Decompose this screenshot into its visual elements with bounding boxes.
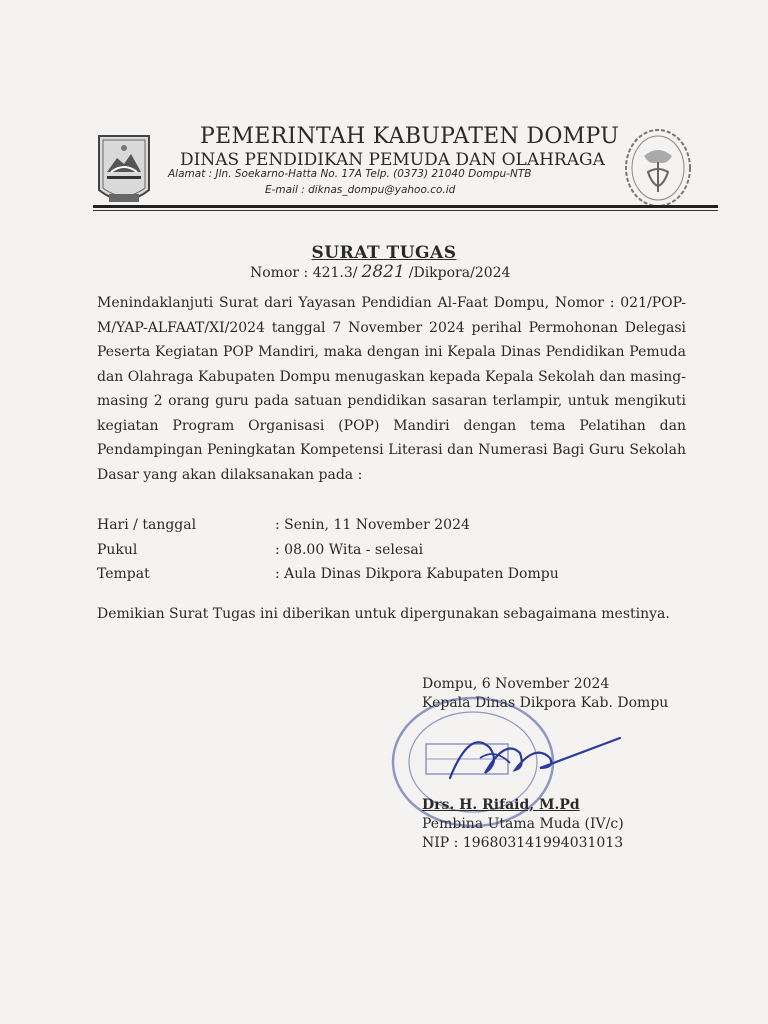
detail-value: : Aula Dinas Dikpora Kabupaten Dompu (275, 566, 559, 582)
detail-row-time (97, 538, 559, 563)
detail-value: : Senin, 11 November 2024 (275, 517, 470, 533)
detail-label: Tempat (97, 566, 150, 582)
letterhead-divider-thin (93, 210, 718, 211)
detail-label: Pukul (97, 541, 138, 558)
signature-role: Kepala Dinas Dikpora Kab. Dompu (422, 695, 669, 711)
letterhead-address: Alamat : Jln. Soekarno-Hatta No. 17A Telp. (0373) 21040 Dompu-NTB (168, 168, 532, 180)
detail-row-place (97, 562, 559, 587)
handwritten-signature (430, 718, 630, 798)
letterhead-divider (93, 205, 718, 208)
document-number-suffix: /Dikpora/2024 (408, 265, 511, 281)
detail-label: Hari / tanggal (97, 517, 197, 533)
letterhead-subtitle: DINAS PENDIDIKAN PEMUDA DAN OLAHRAGA (180, 150, 605, 170)
letterhead-title: PEMERINTAH KABUPATEN DOMPU (200, 124, 620, 149)
document-number (250, 262, 510, 282)
document-title: SURAT TUGAS (311, 243, 457, 263)
body-paragraph: Menindaklanjuti Surat dari Yayasan Pendidian Al-Faat Dompu, Nomor : 021/POP-M/YAP-ALFAAT/XI/2024 tanggal 7 November 2024 perihal Permohonan Delegasi Peserta Kegiatan POP Mandiri, maka dengan ini Kepala Dinas Pendidikan Pemuda dan Olahraga Kabupaten Dompu menugaskan kepada Kepala Sekolah dan masing-masing 2 orang guru pada satuan pendidikan sasaran terlampir, untuk mengikuti kegiatan Program Organisasi (POP) Mandiri dengan tema Pelatihan dan Pendampingan Peningkatan Kompetensi Literasi dan Numerasi Bagi Guru Sekolah Dasar yang akan dilaksanakan pada : (97, 295, 686, 483)
tut-wuri-handayani-logo (622, 126, 694, 208)
closing-paragraph: Demikian Surat Tugas ini diberikan untuk dipergunakan sebagaimana mestinya. (97, 606, 670, 622)
document-number-handwritten: 2821 (361, 262, 405, 282)
kabupaten-dompu-logo (95, 132, 153, 210)
assignment-details (97, 513, 559, 587)
signature-place-date: Dompu, 6 November 2024 (422, 676, 610, 692)
signatory-nip: NIP : 196803141994031013 (422, 835, 624, 851)
document-number-prefix: Nomor : 421.3/ (250, 265, 358, 281)
letterhead-email: E-mail : diknas_dompu@yahoo.co.id (265, 184, 456, 196)
signatory-rank: Pembina Utama Muda (IV/c) (422, 816, 624, 832)
signatory-name: Drs. H. Rifaid, M.Pd (422, 797, 580, 813)
detail-row-date (97, 513, 559, 538)
detail-value: : 08.00 Wita - selesai (275, 541, 424, 558)
